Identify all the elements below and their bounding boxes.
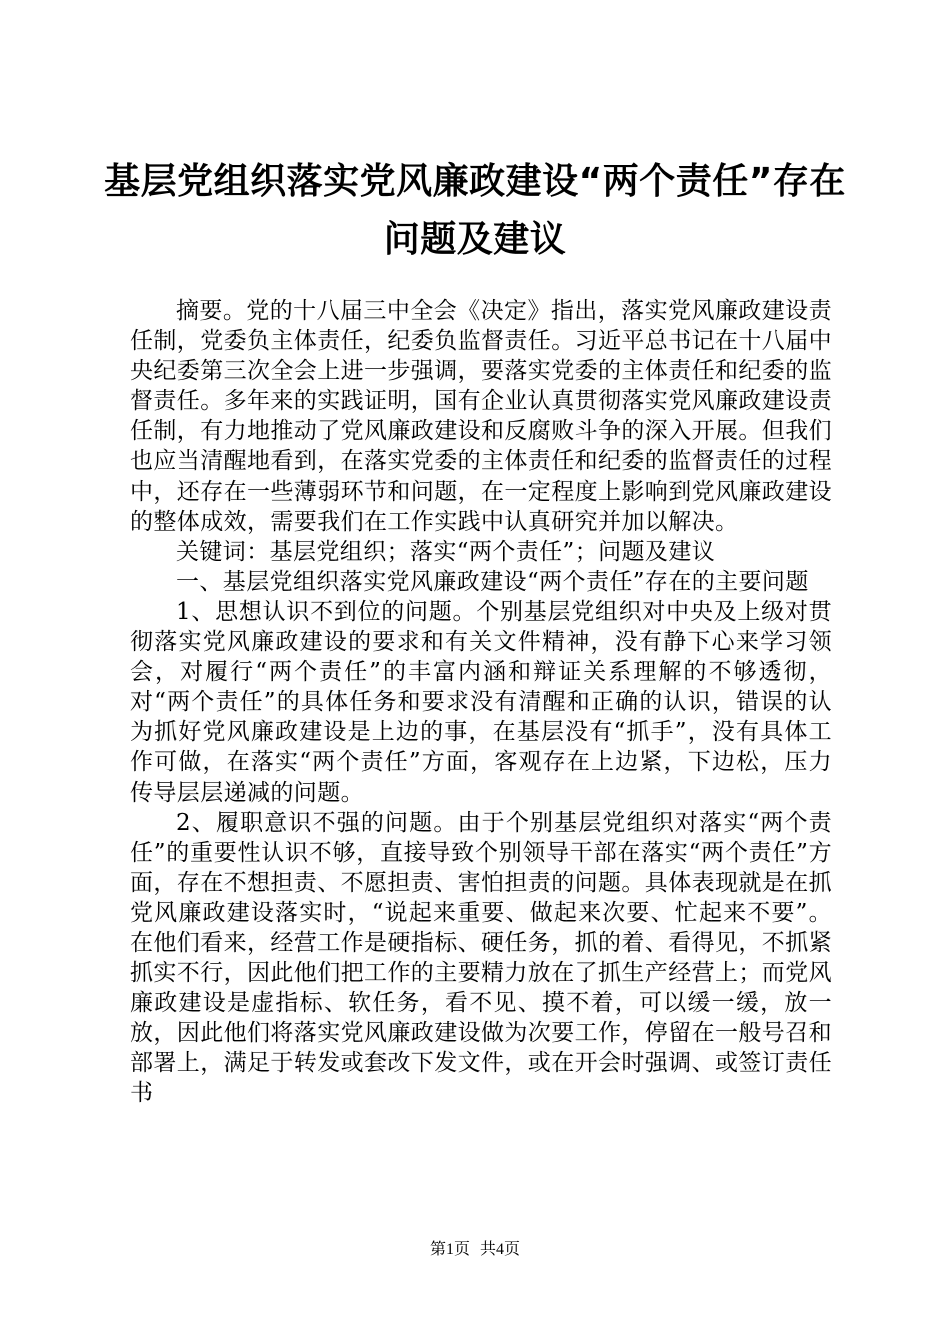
abstract-paragraph: 摘要。党的十八届三中全会《决定》指出，落实党风廉政建设责任制，党委负主体责任，纪委负监督责任。习近平总书记在十八届中央纪委第三次全会上进一步强调，要落实党委的主体责任和纪委的监督责任。多年来的实践证明，国有企业认真贯彻落实党风廉政建设责任制，有力地推动了党风廉政建设和反腐败斗争的深入开展。但我们也应当清醒地看到，在落实党委的主体责任和纪委的监督责任的过程中，还存在一些薄弱环节和问题，在一定程度上影响到党风廉政建设的整体成效，需要我们在工作实践中认真研究并加以解决。 bbox=[130, 298, 832, 535]
body-paragraph: 1、思想认识不到位的问题。个别基层党组织对中央及上级对贯彻落实党风廉政建设的要求和有关文件精神，没有静下心来学习领会，对履行“两个责任”的丰富内涵和辩证关系理解的不够透彻，对“两个责任”的具体任务和要求没有清醒和正确的认识，错误的认为抓好党风廉政建设是上边的事，在基层没有“抓手”，没有具体工作可做，在落实“两个责任”方面，客观存在上边紧，下边松，压力传导层层递减的问题。 bbox=[130, 598, 832, 806]
page-number: 第1页 bbox=[429, 1241, 470, 1258]
body-paragraph: 2、履职意识不强的问题。由于个别基层党组织对落实“两个责任”的重要性认识不够，直接导致个别领导干部在落实“两个责任”方面，存在不想担责、不愿担责、害怕担责的问题。具体表现就是在抓党风廉政建设落实时，“说起来重要、做起来次要、忙起来不要”。在他们看来，经营工作是硬指标、硬任务，抓的着、看得见，不抓紧抓实不行，因此他们把工作的主要精力放在了抓生产经营上；而党风廉政建设是虚指标、软任务，看不见、摸不着，可以缓一缓，放一放，因此他们将落实党风廉政建设做为次要工作，停留在一般号召和部署上，满足于转发或套改下发文件，或在开会时强调、或签订责任书 bbox=[130, 809, 832, 1107]
page-footer bbox=[0, 1240, 950, 1260]
document-title: 基层党组织落实党风廉政建设“两个责任”存在问题及建议 bbox=[104, 161, 846, 260]
document-body bbox=[130, 296, 832, 1109]
keywords-paragraph: 关键词：基层党组织；落实“两个责任”；问题及建议 bbox=[176, 538, 716, 565]
page-total: 共4页 bbox=[480, 1241, 521, 1258]
section-heading: 一、基层党组织落实党风廉政建设“两个责任”存在的主要问题 bbox=[176, 568, 809, 595]
